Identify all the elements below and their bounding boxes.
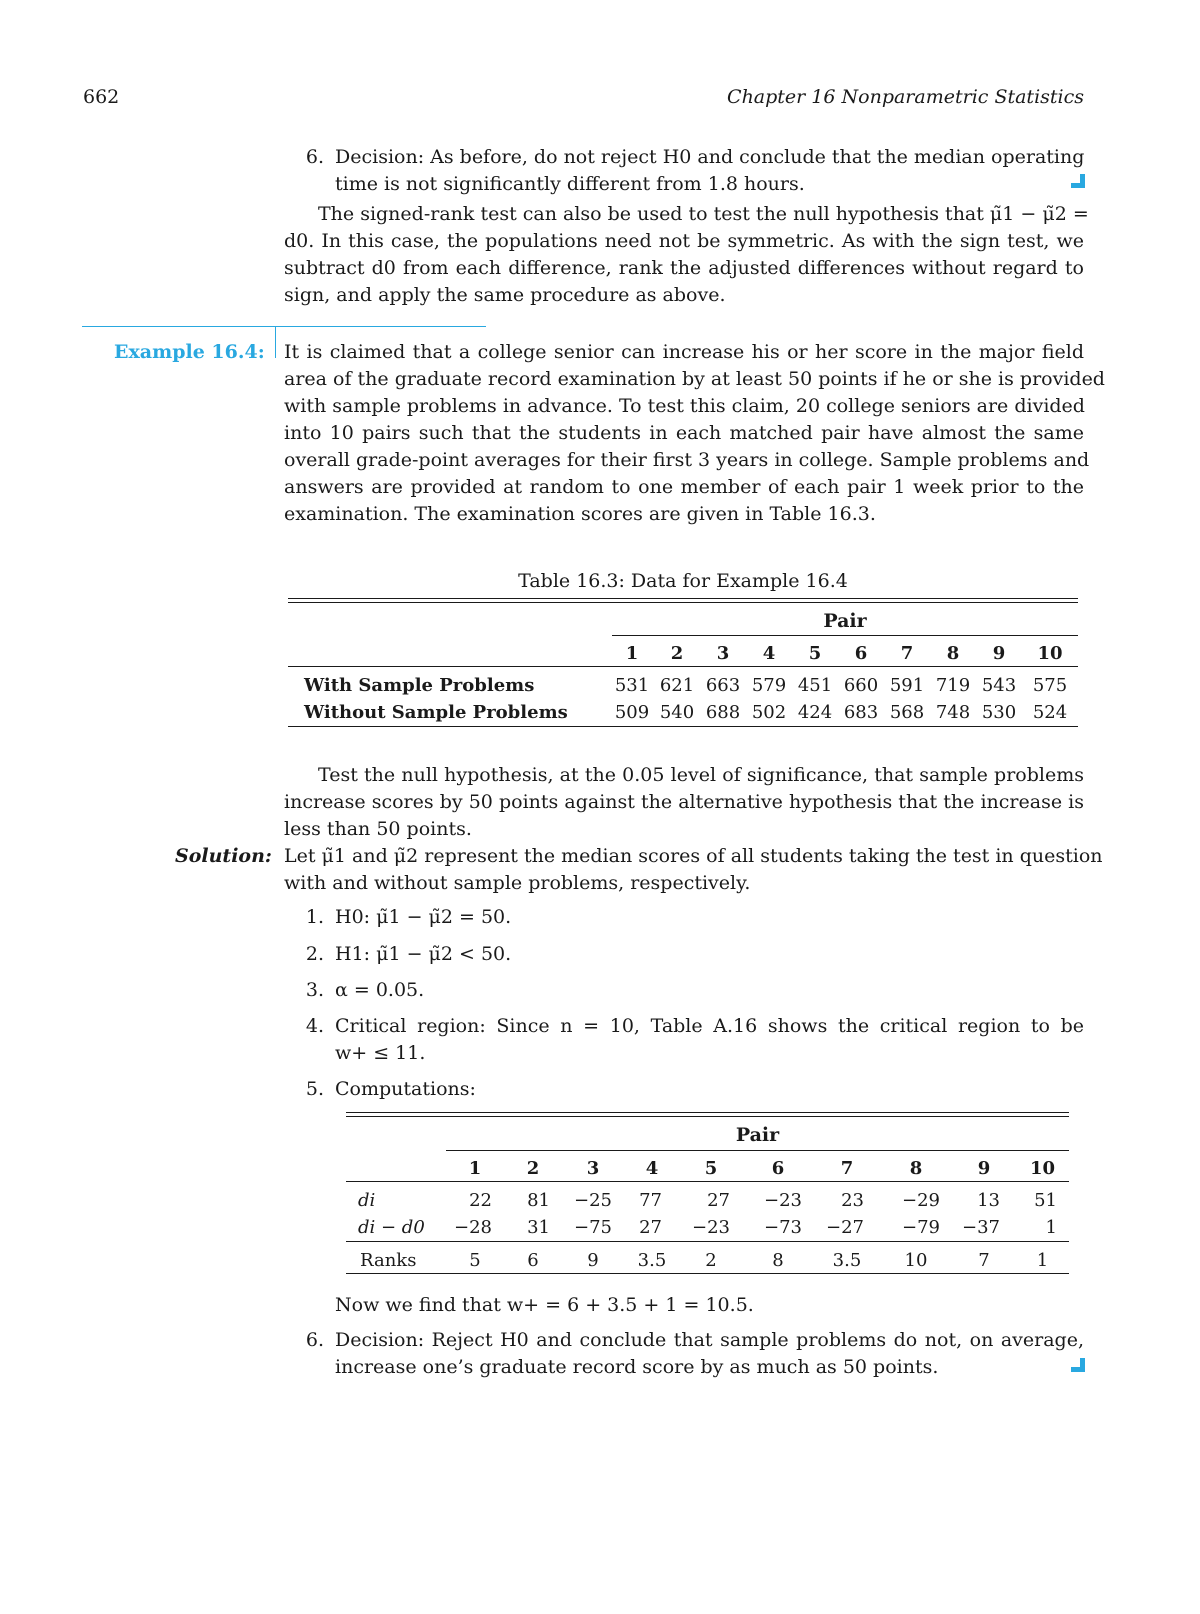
table2-cell: 77 — [639, 1190, 662, 1211]
table1-cell: 568 — [889, 702, 925, 723]
step-number: 1. — [305, 906, 324, 928]
solution-line1: Let μ̃1 and μ̃2 represent the median scores of all students taking the test in question — [284, 845, 1103, 867]
table2-col-header: 6 — [771, 1157, 785, 1179]
table2-col-header: 5 — [704, 1157, 718, 1179]
table2 — [346, 1155, 1069, 1274]
table2-col-header: 8 — [909, 1157, 923, 1179]
table1-col-header: 5 — [808, 642, 822, 664]
table2-cell: 81 — [527, 1190, 550, 1211]
table2-group-header: Pair — [735, 1124, 780, 1146]
table1 — [288, 640, 1078, 726]
table2-cell: 31 — [527, 1217, 550, 1238]
table2-cell: −29 — [902, 1190, 940, 1211]
table2-col-header: 7 — [840, 1157, 854, 1179]
table1-cell: 530 — [981, 702, 1017, 723]
intro-step6-line1: Decision: As before, do not reject H0 and conclude that the median operating — [335, 146, 1085, 168]
table-row — [346, 1187, 1069, 1214]
table1-col-header: 8 — [946, 642, 960, 664]
test-line: Test the null hypothesis, at the 0.05 level of significance, that sample problems — [318, 764, 1084, 786]
table1-cell: 451 — [797, 675, 833, 696]
table2-col-header: 1 — [468, 1157, 482, 1179]
table1-cell: 531 — [614, 675, 650, 696]
table2-cell: 8 — [772, 1250, 784, 1271]
table1-group-rule — [612, 635, 1078, 636]
table2-cell: 10 — [904, 1250, 928, 1271]
table2-cell: 3.5 — [832, 1250, 862, 1271]
example-rule-vertical — [275, 326, 276, 358]
computation-result: Now we find that w+ = 6 + 3.5 + 1 = 10.5. — [335, 1294, 754, 1316]
table2-cell: −73 — [764, 1217, 802, 1238]
table2-col-header: 9 — [977, 1157, 991, 1179]
intro-para-line: The signed-rank test can also be used to test the null hypothesis that μ̃1 − μ̃2 = — [318, 203, 1089, 225]
table1-cell: 621 — [659, 675, 695, 696]
table2-col-header: 4 — [645, 1157, 659, 1179]
example-line: examination. The examination scores are given in Table 16.3. — [284, 503, 876, 525]
table2-cell: −23 — [764, 1190, 802, 1211]
step-number: 3. — [305, 979, 324, 1001]
table2-cell: −79 — [902, 1217, 940, 1238]
step-number: 2. — [305, 943, 324, 965]
end-of-proof-icon — [1071, 174, 1085, 188]
example-line: area of the graduate record examination by at least 50 points if he or she is provided — [284, 368, 1105, 390]
table1-cell: 748 — [935, 702, 971, 723]
intro-para-line: subtract d0 from each difference, rank the adjusted differences without regard to — [284, 257, 1084, 279]
table2-cell: −37 — [962, 1217, 1000, 1238]
table2-cell: 9 — [587, 1250, 599, 1271]
table1-group-header: Pair — [823, 610, 867, 632]
table2-cell: −25 — [574, 1190, 612, 1211]
intro-step-number: 6. — [305, 146, 324, 168]
table1-cell: 543 — [981, 675, 1017, 696]
step-text: H0: μ̃1 − μ̃2 = 50. — [335, 906, 512, 928]
step-number: 5. — [305, 1078, 324, 1100]
table2-cell: −75 — [574, 1217, 612, 1238]
table1-bottom-rule — [288, 726, 1078, 727]
table2-cell: 2 — [705, 1250, 717, 1271]
table1-cell: 575 — [1032, 675, 1068, 696]
table1-cell: 502 — [751, 702, 787, 723]
table2-cell: 27 — [707, 1190, 730, 1211]
table1-col-header: 2 — [670, 642, 684, 664]
step-number: 4. — [305, 1015, 324, 1037]
step-number: 6. — [305, 1329, 324, 1351]
table1-cell: 509 — [614, 702, 650, 723]
table1-top-rule — [288, 602, 1078, 603]
table2-group-rule — [446, 1150, 1069, 1151]
table1-cell: 683 — [843, 702, 879, 723]
table1-caption: Table 16.3: Data for Example 16.4 — [518, 570, 848, 592]
decision-line2: increase one’s graduate record score by as much as 50 points. — [335, 1356, 939, 1378]
table1-cell: 579 — [751, 675, 787, 696]
example-label: Example 16.4: — [114, 341, 265, 363]
step-text: Computations: — [335, 1078, 476, 1100]
table1-cell: 424 — [797, 702, 833, 723]
step-text: Critical region: Since n = 10, Table A.16 shows the critical region to be — [335, 1015, 1084, 1037]
example-line: with sample problems in advance. To test this claim, 20 college seniors are divided — [284, 395, 1085, 417]
solution-line2: with and without sample problems, respectively. — [284, 872, 751, 894]
example-line: overall grade-point averages for their first 3 years in college. Sample problems and — [284, 449, 1090, 471]
step-text: α = 0.05. — [335, 979, 425, 1001]
end-of-proof-icon — [1071, 1358, 1085, 1372]
table1-cell: 719 — [935, 675, 971, 696]
table2-cell: 27 — [639, 1217, 662, 1238]
example-line: It is claimed that a college senior can increase his or her score in the major field — [284, 341, 1084, 363]
table2-header-row — [346, 1155, 1069, 1181]
table1-cell: 688 — [705, 702, 741, 723]
decision-line1: Decision: Reject H0 and conclude that sample problems do not, on average, — [335, 1329, 1084, 1351]
table2-cell: 1 — [1036, 1250, 1049, 1271]
table1-row-label: With Sample Problems — [304, 675, 535, 696]
example-line: into 10 pairs such that the students in each matched pair have almost the same — [284, 422, 1084, 444]
table2-cell: 1 — [1045, 1217, 1057, 1238]
step-text: H1: μ̃1 − μ̃2 < 50. — [335, 943, 512, 965]
table1-col-header: 7 — [900, 642, 914, 664]
page-number: 662 — [83, 86, 120, 108]
intro-para-line: d0. In this case, the populations need not be symmetric. As with the sign test, we — [284, 230, 1084, 252]
table2-cell: −27 — [826, 1217, 864, 1238]
table2-row-label: di − d0 — [358, 1217, 425, 1238]
table2-top-rule — [346, 1116, 1069, 1117]
table2-cell: −23 — [692, 1217, 730, 1238]
table1-col-header: 6 — [854, 642, 868, 664]
table2-cell: 3.5 — [637, 1250, 667, 1271]
table-row — [288, 672, 1078, 699]
intro-step6-line2: time is not significantly different from 1.8 hours. — [335, 173, 805, 195]
example-rule — [82, 326, 486, 327]
table2-row-label: di — [358, 1190, 376, 1211]
table2-col-header: 10 — [1029, 1157, 1056, 1179]
table-row — [346, 1214, 1069, 1241]
table1-header-row — [288, 640, 1078, 666]
table1-top-rule — [288, 598, 1078, 599]
test-line: increase scores by 50 points against the alternative hypothesis that the increase is — [284, 791, 1084, 813]
solution-label: Solution: — [175, 845, 272, 867]
table1-cell: 524 — [1032, 702, 1068, 723]
table2-cell: 22 — [469, 1190, 492, 1211]
table2-cell: 6 — [527, 1250, 539, 1271]
table2-cell: 13 — [977, 1190, 1000, 1211]
table2-top-rule — [346, 1112, 1069, 1113]
table2-cell: 23 — [841, 1190, 864, 1211]
table1-row-label: Without Sample Problems — [304, 702, 568, 723]
table2-cell: 5 — [469, 1250, 481, 1271]
intro-para-line: sign, and apply the same procedure as above. — [284, 284, 726, 306]
table1-col-header: 10 — [1037, 642, 1063, 664]
table1-col-header: 4 — [762, 642, 776, 664]
table1-cell: 540 — [659, 702, 695, 723]
table1-cell: 660 — [843, 675, 879, 696]
table1-col-header: 1 — [625, 642, 639, 664]
chapter-title: Chapter 16 Nonparametric Statistics — [727, 86, 1084, 108]
table2-cell: 7 — [978, 1250, 990, 1271]
table1-cell: 663 — [705, 675, 741, 696]
table2-cell: −28 — [454, 1217, 492, 1238]
table2-row-label: Ranks — [360, 1250, 417, 1271]
table1-cell: 591 — [889, 675, 925, 696]
table2-col-header: 3 — [586, 1157, 600, 1179]
table-row — [346, 1247, 1069, 1274]
table-row — [288, 699, 1078, 726]
table2-cell: 51 — [1034, 1190, 1057, 1211]
example-line: answers are provided at random to one member of each pair 1 week prior to the — [284, 476, 1084, 498]
table1-col-header: 9 — [992, 642, 1006, 664]
table1-col-header: 3 — [716, 642, 730, 664]
step-text-continued: w+ ≤ 11. — [335, 1042, 426, 1064]
table2-col-header: 2 — [526, 1157, 540, 1179]
test-line: less than 50 points. — [284, 818, 472, 840]
